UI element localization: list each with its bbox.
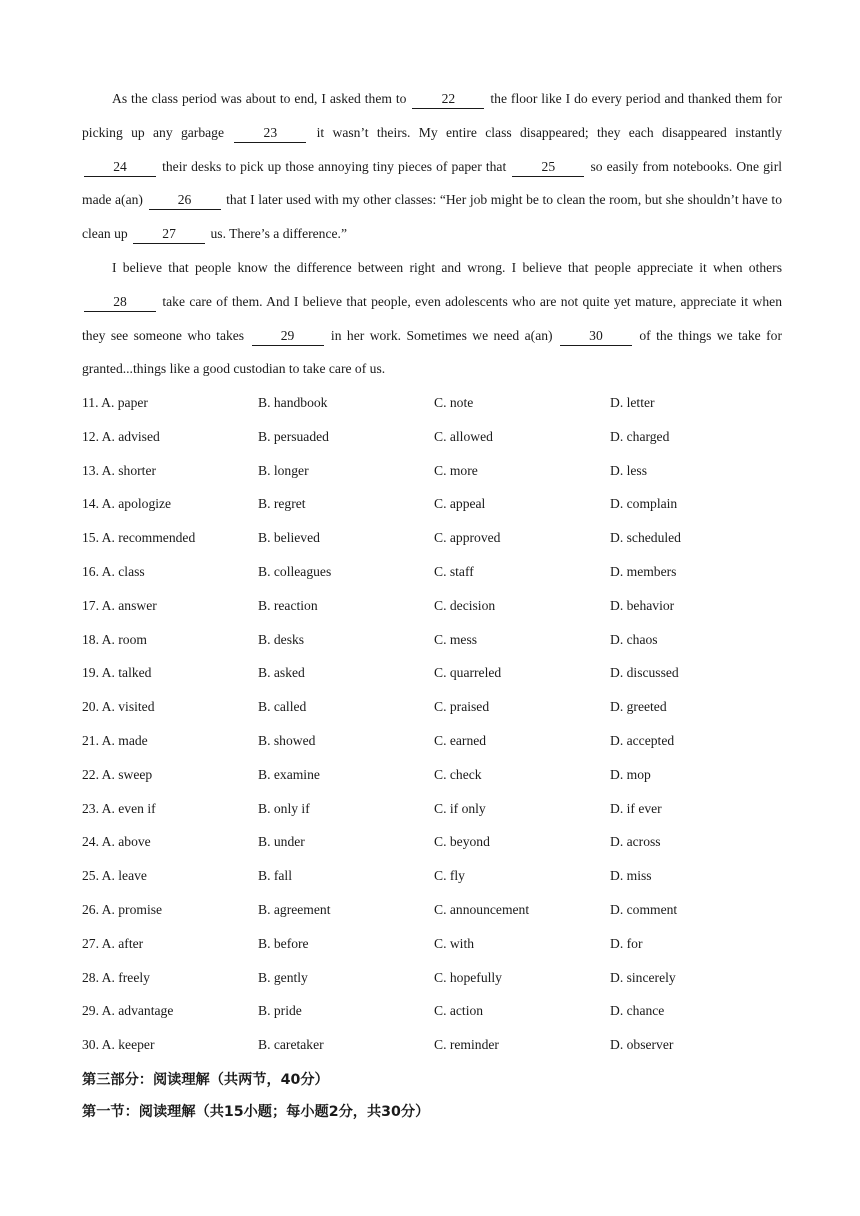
option-d: D. complain	[610, 496, 678, 512]
question-row	[82, 994, 782, 1028]
option-a: 22. A. sweep	[82, 766, 153, 782]
option-d: D. comment	[610, 901, 678, 917]
option-b: B. regret	[258, 496, 306, 512]
option-c: C. staff	[434, 563, 474, 579]
option-a: 17. A. answer	[82, 597, 157, 613]
option-a: 19. A. talked	[82, 665, 152, 681]
option-b: B. agreement	[258, 901, 331, 917]
option-b: B. asked	[258, 665, 305, 681]
option-b: B. gently	[258, 969, 308, 985]
text-segment: the floor like I do every period and thanked them for picking up any garbage	[82, 91, 782, 140]
option-c: C. fly	[434, 868, 465, 884]
option-c: C. allowed	[434, 428, 493, 444]
option-d: D. sincerely	[610, 969, 676, 985]
option-b: B. reaction	[258, 597, 318, 613]
option-d: D. accepted	[610, 732, 675, 748]
blank-22: 22	[412, 90, 484, 109]
option-c: C. check	[434, 766, 482, 782]
question-row	[82, 961, 782, 995]
text-segment: of the things we take for granted...things like a good custodian to take care of us.	[82, 327, 782, 377]
option-a: 14. A. apologize	[82, 496, 172, 512]
option-d: D. charged	[610, 428, 670, 444]
question-row	[82, 927, 782, 961]
question-row	[82, 893, 782, 927]
option-d: D. less	[610, 462, 648, 478]
option-b: B. handbook	[258, 395, 328, 410]
option-b: B. called	[258, 699, 307, 715]
question-row	[82, 758, 782, 792]
option-a: 12. A. advised	[82, 428, 160, 444]
option-c: C. approved	[434, 530, 501, 546]
option-a: 13. A. shorter	[82, 462, 157, 478]
answer-options	[82, 386, 782, 1062]
option-d: D. if ever	[610, 800, 662, 816]
option-b: B. colleagues	[258, 563, 332, 579]
blank-26: 26	[149, 191, 221, 210]
question-row	[82, 420, 782, 454]
question-row	[82, 690, 782, 724]
option-b: B. fall	[258, 868, 292, 884]
option-a: 28. A. freely	[82, 969, 150, 985]
blank-29: 29	[252, 327, 324, 346]
question-row	[82, 454, 782, 488]
option-b: B. caretaker	[258, 1037, 324, 1053]
cloze-passage	[82, 82, 782, 386]
question-row	[82, 623, 782, 657]
question-row	[82, 656, 782, 690]
question-row	[82, 487, 782, 521]
blank-23: 23	[234, 124, 306, 143]
option-c: C. action	[434, 1003, 484, 1019]
blank-25: 25	[512, 158, 584, 177]
option-b: B. persuaded	[258, 428, 329, 444]
option-c: C. hopefully	[434, 969, 502, 985]
option-d: D. behavior	[610, 597, 675, 613]
blank-27: 27	[133, 225, 205, 244]
option-a: 30. A. keeper	[82, 1037, 155, 1053]
option-b: B. pride	[258, 1003, 302, 1019]
option-a: 16. A. class	[82, 563, 145, 579]
option-a: 27. A. after	[82, 935, 144, 951]
text-segment: us. There’s a difference.”	[207, 226, 347, 242]
option-d: D. discussed	[610, 665, 679, 681]
option-b: B. under	[258, 834, 305, 850]
option-d: D. greeted	[610, 699, 667, 715]
text-segment: that I later used with my other classes: “Her job might be to clean the room, but she shouldn’t have to clean up	[82, 192, 783, 242]
option-c: C. appeal	[434, 496, 486, 512]
option-a: 29. A. advantage	[82, 1003, 174, 1019]
question-row	[82, 589, 782, 623]
question-row	[82, 555, 782, 589]
question-row	[82, 859, 782, 893]
option-d: D. chance	[610, 1003, 665, 1019]
blank-30: 30	[560, 327, 632, 346]
section-1-heading: 第一节：阅读理解（共15小题；每小题2分，共30分）	[82, 1104, 430, 1120]
option-d: D. scheduled	[610, 530, 681, 546]
question-row	[82, 825, 782, 859]
part-3-heading: 第三部分：阅读理解（共两节，40分）	[82, 1072, 329, 1088]
option-a: 11. A. paper	[82, 395, 148, 410]
text-segment: As the class period was about to end, I asked them to	[112, 91, 411, 106]
blank-28: 28	[84, 293, 156, 312]
option-a: 24. A. above	[82, 834, 151, 850]
option-d: D. for	[610, 935, 643, 951]
option-d: D. miss	[610, 868, 652, 884]
option-c: C. more	[434, 462, 478, 478]
option-a: 18. A. room	[82, 631, 147, 647]
option-d: D. mop	[610, 766, 651, 782]
text-segment: in her work. Sometimes we need a(an)	[325, 327, 558, 343]
option-a: 21. A. made	[82, 732, 148, 748]
option-d: D. letter	[610, 395, 655, 410]
option-c: C. note	[434, 395, 474, 410]
option-a: 15. A. recommended	[82, 530, 196, 546]
text-segment: I believe that people know the difference between right and wrong. I believe that people appreciate it when others	[112, 259, 782, 275]
blank-24: 24	[84, 158, 156, 177]
paragraph-2	[82, 251, 782, 386]
option-c: C. quarreled	[434, 665, 502, 681]
option-c: C. if only	[434, 800, 486, 816]
question-row	[82, 386, 782, 420]
text-segment: their desks to pick up those annoying tiny pieces of paper that	[158, 158, 511, 174]
text-segment: so easily from notebooks. One girl made a(an)	[82, 158, 782, 208]
question-row	[82, 521, 782, 555]
option-a: 20. A. visited	[82, 699, 155, 715]
option-c: C. praised	[434, 699, 490, 715]
option-c: C. beyond	[434, 834, 490, 850]
paragraph-1	[82, 82, 782, 251]
question-row	[82, 724, 782, 758]
option-b: B. longer	[258, 462, 309, 478]
option-b: B. showed	[258, 732, 316, 748]
option-a: 26. A. promise	[82, 901, 163, 917]
option-b: B. examine	[258, 766, 320, 782]
option-a: 25. A. leave	[82, 868, 147, 884]
option-b: B. before	[258, 935, 309, 951]
text-segment: it wasn’t theirs. My entire class disappeared; they each disappeared instantly	[308, 124, 783, 140]
option-d: D. chaos	[610, 631, 658, 647]
option-d: D. members	[610, 563, 677, 579]
option-c: C. decision	[434, 597, 496, 613]
option-b: B. only if	[258, 800, 310, 816]
option-c: C. announcement	[434, 901, 530, 917]
option-b: B. desks	[258, 631, 305, 647]
option-c: C. earned	[434, 732, 487, 748]
option-c: C. reminder	[434, 1037, 499, 1053]
question-row	[82, 792, 782, 826]
option-c: C. mess	[434, 631, 478, 647]
text-segment: take care of them. And I believe that people, even adolescents who are not quite yet mature, appreciate it when they see someone who takes	[82, 293, 782, 343]
option-b: B. believed	[258, 530, 320, 546]
option-d: D. across	[610, 834, 661, 850]
option-d: D. observer	[610, 1037, 674, 1053]
option-a: 23. A. even if	[82, 800, 156, 816]
option-c: C. with	[434, 935, 475, 951]
question-row	[82, 1028, 782, 1062]
